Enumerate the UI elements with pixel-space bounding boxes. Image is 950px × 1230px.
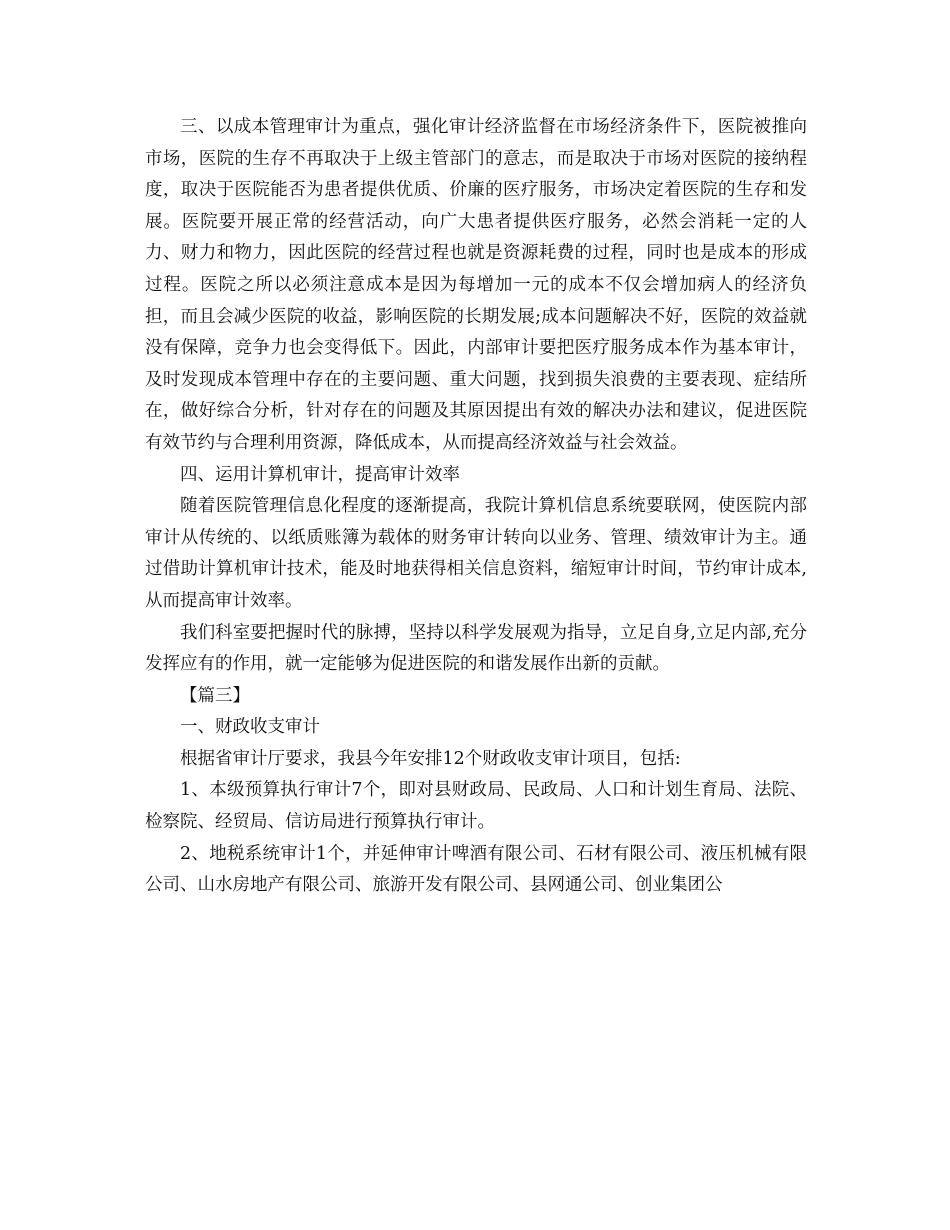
paragraph-computer-audit-heading: 四、运用计算机审计，提高审计效率 bbox=[180, 464, 460, 485]
section-heading-part-three: 【篇三】 bbox=[180, 685, 250, 706]
list-item-budget-audit: 1、本级预算执行审计7个，即对县财政局、民政局、人口和计划生育局、法院、检察院、经贸局、信访局进行预算执行审计。 bbox=[145, 780, 807, 833]
paragraph-cost-audit: 三、以成本管理审计为重点，强化审计经济监督在市场经济条件下，医院被推向市场，医院的生存不再取决于上级主管部门的意志，而是取决于市场对医院的接纳程度，取决于医院能否为患者提供优质、价廉的医疗服务，市场决定着医院的生存和发展。医院要开展正常的经营活动，向广大患者提供医疗服务，必然会消耗一定的人力、财力和物力，因此医院的经营过程也就是资源耗费的过程，同时也是成本的形成过程。医院之所以必须注意成本是因为每增加一元的成本不仅会增加病人的经济负担，而且会减少医院的收益，影响医院的长期发展;成本问题解决不好，医院的效益就没有保障，竞争力也会变得低下。因此，内部审计要把医疗服务成本作为基本审计，及时发现成本管理中存在的主要问题、重大问题，找到损失浪费的主要表现、症结所在，做好综合分析，针对存在的问题及其原因提出有效的解决办法和建议，促进医院有效节约与合理利用资源，降低成本，从而提高经济效益与社会效益。 bbox=[145, 117, 807, 453]
list-item-tax-audit: 2、地税系统审计1个，并延伸审计啤酒有限公司、石材有限公司、液压机械有限公司、山水房地产有限公司、旅游开发有限公司、县网通公司、创业集团公 bbox=[145, 843, 807, 896]
document-body bbox=[145, 112, 807, 902]
paragraph-fiscal-audit-heading: 一、财政收支审计 bbox=[180, 717, 320, 738]
paragraph-conclusion: 我们科室要把握时代的脉搏，坚持以科学发展观为指导，立足自身,立足内部,充分发挥应有的作用，就一定能够为促进医院的和谐发展作出新的贡献。 bbox=[145, 622, 807, 675]
paragraph-computer-audit-body: 随着医院管理信息化程度的逐渐提高，我院计算机信息系统要联网，使医院内部审计从传统的、以纸质账簿为载体的财务审计转向以业务、管理、绩效审计为主。通过借助计算机审计技术，能及时地获得相关信息资料，缩短审计时间，节约审计成本,从而提高审计效率。 bbox=[145, 496, 807, 611]
paragraph-fiscal-audit-intro: 根据省审计厅要求，我县今年安排12个财政收支审计项目，包括: bbox=[180, 748, 681, 769]
